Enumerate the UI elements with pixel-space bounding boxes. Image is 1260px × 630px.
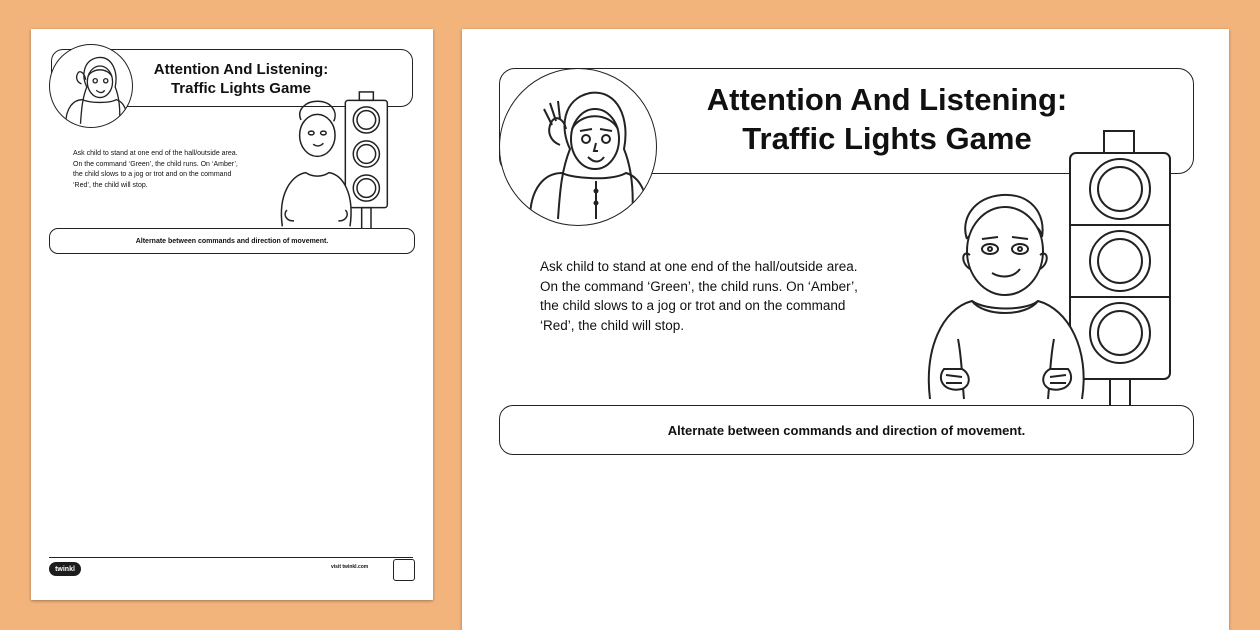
title-line-2: Traffic Lights Game [742, 120, 1032, 156]
title-line-1: Attention And Listening: [153, 61, 329, 78]
title-line-2: Traffic Lights Game [170, 79, 312, 97]
tip-text: Alternate between commands and direction of movement. [667, 422, 1026, 438]
instruction-line: ‘Red’, the child will stop. [540, 317, 685, 333]
visit-link[interactable]: visit twinkl.com [331, 564, 369, 570]
instruction-line: Ask child to stand at one end of the hall/outside area. [540, 259, 858, 274]
page-title [682, 81, 1092, 159]
girl-listening-illustration [49, 44, 133, 128]
girl-listening-illustration [499, 68, 657, 226]
title-line-1: Attention And Listening: [706, 82, 1068, 117]
logo-text: twinkl [55, 565, 75, 573]
instruction-line: ‘Red’, the child will stop. [73, 181, 148, 189]
worksheet-page[interactable] [462, 29, 1229, 630]
tip-text: Alternate between commands and direction of movement. [135, 237, 329, 245]
tip-box [49, 228, 415, 254]
instruction-line: Ask child to stand at one end of the hall/outside area. [73, 150, 238, 157]
boy-illustration [922, 189, 1097, 404]
instruction-line: On the command ‘Green’, the child runs. On ‘Amber’, [73, 160, 238, 168]
instruction-line: On the command ‘Green’, the child runs. On ‘Amber’, [540, 278, 858, 294]
instruction-line: the child slows to a jog or trot and on the command [540, 298, 846, 314]
instructions-text [73, 149, 303, 191]
twinkl-logo[interactable] [49, 562, 81, 576]
tip-box [499, 405, 1194, 455]
instruction-line: the child slows to a jog or trot and on the command [73, 171, 232, 178]
worksheet-thumbnail[interactable] [31, 29, 433, 600]
instructions-text [540, 257, 910, 335]
footer-divider [49, 557, 413, 558]
quality-badge-icon [393, 559, 415, 581]
